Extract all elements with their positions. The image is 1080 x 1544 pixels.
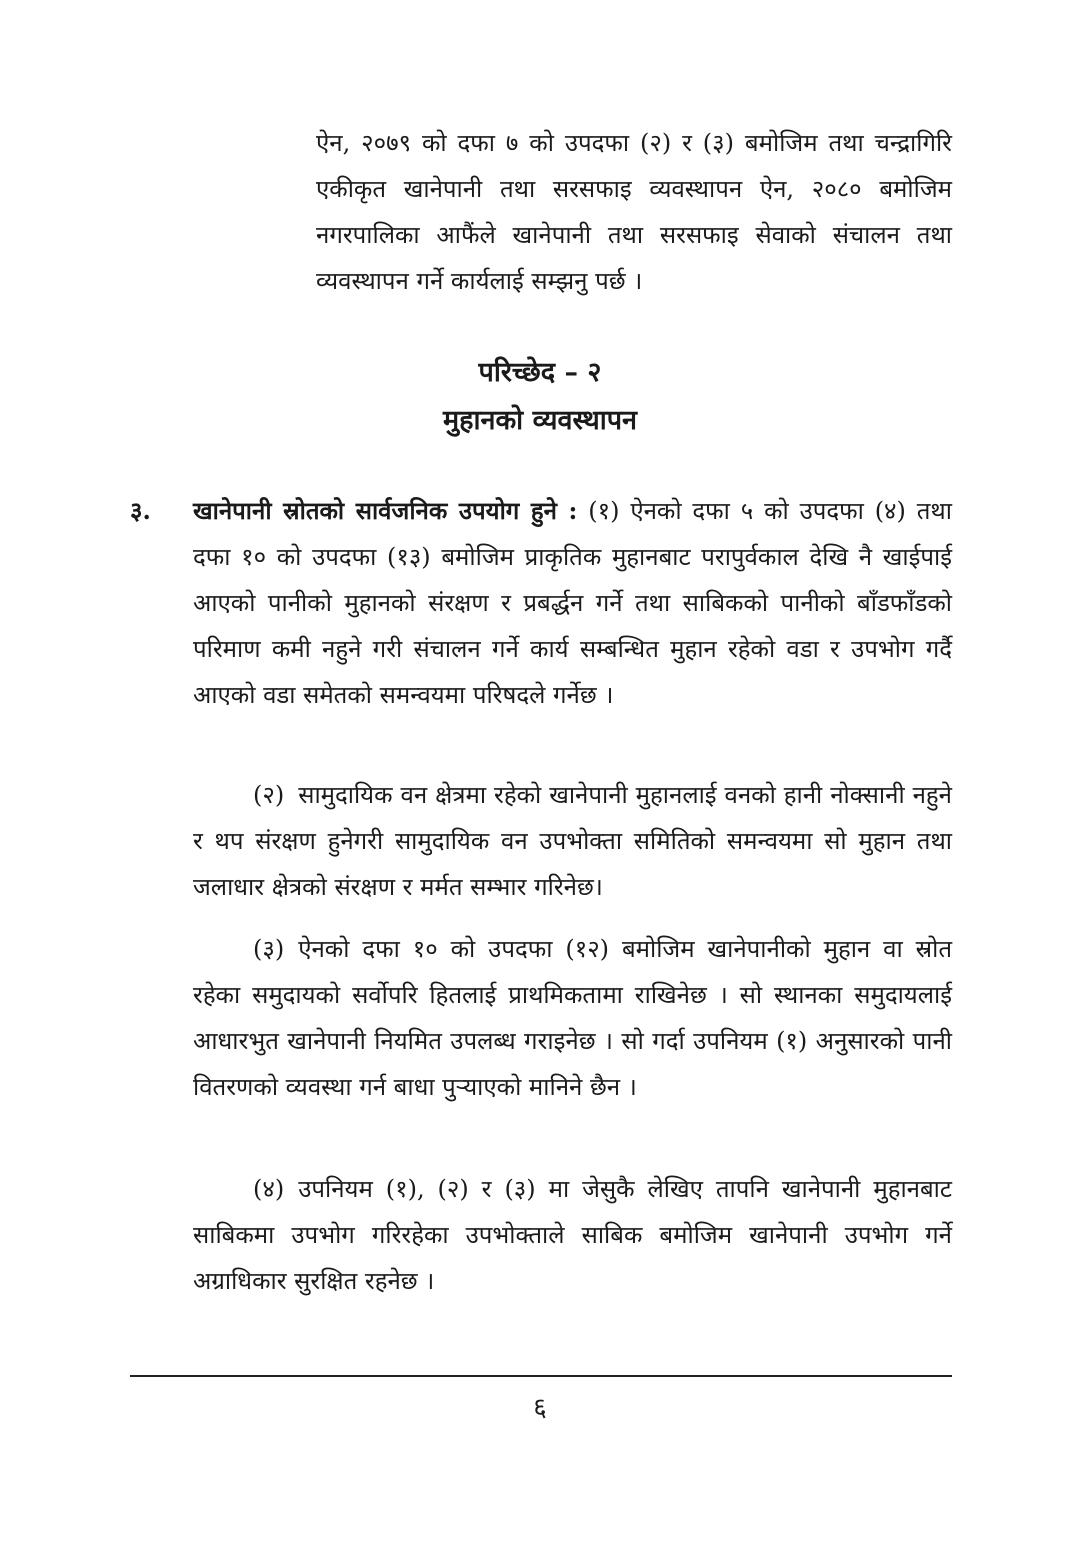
section-clause-1 (193, 488, 952, 718)
section-clause-3 (193, 926, 952, 1110)
chapter-title: मुहानको व्यवस्थापन (442, 405, 638, 436)
page-number: ६ (533, 1393, 547, 1423)
clause-3-text: ऐनको दफा १० को उपदफा (१२) बमोजिम खानेपानीको मुहान वा स्रोत रहेका समुदायको सर्वोपरि हितलाई प्राथमिकतामा राखिनेछ । सो स्थानका समुदायलाई आधारभुत खानेपानी नियमित उपलब्ध गराइनेछ । सो गर्दा उपनियम (१) अनुसारको पानी वितरणको व्यवस्था गर्न बाधा पुऱ्याएको मानिने छैन । (193, 935, 952, 1101)
intro-paragraph: ऐन, २०७९ को दफा ७ को उपदफा (२) र (३) बमोजिम तथा चन्द्रागिरि एकीकृत खानेपानी तथा सरसफाइ व्यवस्थापन ऐन, २०८० बमोजिम नगरपालिका आफैंले खानेपानी तथा सरसफाइ सेवाको संचालन तथा व्यवस्थापन गर्ने कार्यलाई सम्झनु पर्छ । (316, 129, 952, 295)
clause-4-text: उपनियम (१), (२) र (३) मा जेसुकै लेखिए तापनि खानेपानी मुहानबाट साबिकमा उपभोग गरिरहेका उपभोक्ताले साबिक बमोजिम खानेपानी उपभोग गर्ने अग्राधिकार सुरक्षित रहनेछ । (193, 1175, 952, 1295)
section-clause-2 (193, 772, 952, 910)
clause-3-number: (३) (253, 935, 285, 963)
clause-2-text: सामुदायिक वन क्षेत्रमा रहेको खानेपानी मुहानलाई वनको हानी नोक्सानी नहुने र थप संरक्षण हुनेगरी सामुदायिक वन उपभोक्ता समितिको समन्वयमा सो मुहान तथा जलाधार क्षेत्रको संरक्षण र मर्मत सम्भार गरिनेछ। (193, 781, 952, 901)
clause-4-number: (४) (253, 1175, 285, 1203)
section-number: ३. (130, 496, 151, 525)
chapter-number: परिच्छेद – २ (478, 357, 602, 388)
footer-divider (130, 1375, 952, 1377)
section-clause-4 (193, 1166, 952, 1304)
clause-1-text: (१) ऐनको दफा ५ को उपदफा (४) तथा दफा १० को उपदफा (१३) बमोजिम प्राकृतिक मुहानबाट परापुर्वकाल देखि नै खाईपाई आएको पानीको मुहानको संरक्षण र प्रबर्द्धन गर्ने तथा साबिकको पानीको बाँडफाँडको परिमाण कमी नहुने गरी संचालन गर्ने कार्य सम्बन्धित मुहान रहेको वडा र उपभोग गर्दै आएको वडा समेतको समन्वयमा परिषदले गर्नेछ । (193, 497, 952, 709)
clause-2-number: (२) (253, 781, 285, 809)
section-title: खानेपानी स्रोतको सार्वजनिक उपयोग हुने : (193, 496, 578, 525)
